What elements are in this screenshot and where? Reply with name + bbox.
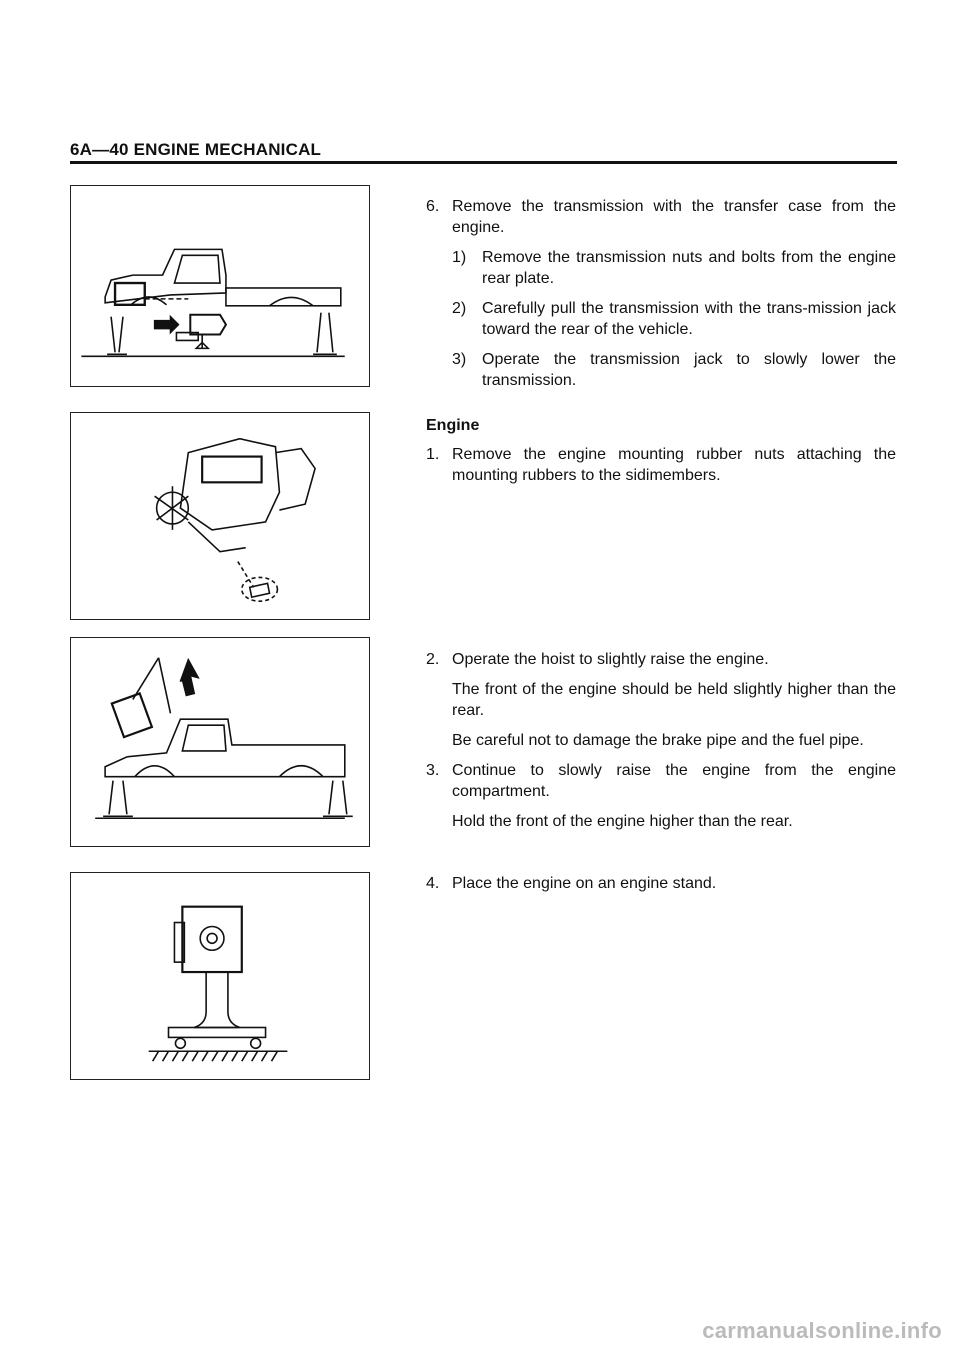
figure-engine-hoist (70, 637, 370, 847)
header-rule (70, 161, 897, 164)
step-number: 2. (426, 651, 440, 668)
step-number: 4. (426, 875, 440, 892)
figure-engine-stand (70, 872, 370, 1080)
step-3 (426, 760, 896, 802)
step-number: 1. (426, 446, 440, 463)
watermark: carmanualsonline.info (702, 1318, 942, 1343)
step-4 (426, 873, 896, 894)
substep-2 (426, 298, 896, 340)
step-text: Place the engine on an engine stand. (452, 875, 717, 892)
figure-transmission-removal (70, 185, 370, 387)
substep-text: Remove the transmission nuts and bolts from the engine rear plate. (482, 249, 896, 287)
step-2 (426, 649, 896, 670)
substep-number: 1) (452, 249, 467, 266)
substep-number: 2) (452, 300, 467, 317)
step-text: Remove the engine mounting rubber nuts attaching the mounting rubbers to the sidimembers. (452, 446, 896, 484)
step-number: 3. (426, 762, 440, 779)
truck-transmission-illustration (71, 186, 369, 386)
step-1 (426, 444, 896, 486)
step-number: 6. (426, 198, 440, 215)
substep-text: Carefully pull the transmission with the trans-mission jack toward the rear of the vehicle. (482, 300, 896, 338)
note-paragraph: Hold the front of the engine higher than the rear. (452, 813, 793, 830)
caution-paragraph: Be careful not to damage the brake pipe and the fuel pipe. (452, 732, 864, 749)
engine-stand-illustration (71, 873, 369, 1079)
section-heading: Engine (426, 417, 480, 434)
step-6 (426, 196, 896, 238)
text-block-transmission (426, 196, 896, 400)
substep-number: 3) (452, 351, 467, 368)
step-text: Continue to slowly raise the engine from the engine compartment. (452, 762, 896, 800)
substep-text: Operate the transmission jack to slowly lower the transmission. (482, 351, 896, 389)
text-block-hoist (426, 649, 896, 841)
truck-hoist-illustration (71, 638, 369, 846)
figure-engine-mounting (70, 412, 370, 620)
step-text: Remove the transmission with the transfer case from the engine. (452, 198, 896, 236)
text-block-stand (426, 873, 896, 903)
page-header: 6A—40 ENGINE MECHANICAL (70, 140, 322, 159)
step-text: Operate the hoist to slightly raise the engine. (452, 651, 769, 668)
note-paragraph: The front of the engine should be held slightly higher than the rear. (452, 681, 896, 719)
text-block-engine (426, 415, 896, 495)
engine-mounting-illustration (71, 413, 369, 619)
substep-3 (426, 349, 896, 391)
substep-1 (426, 247, 896, 289)
